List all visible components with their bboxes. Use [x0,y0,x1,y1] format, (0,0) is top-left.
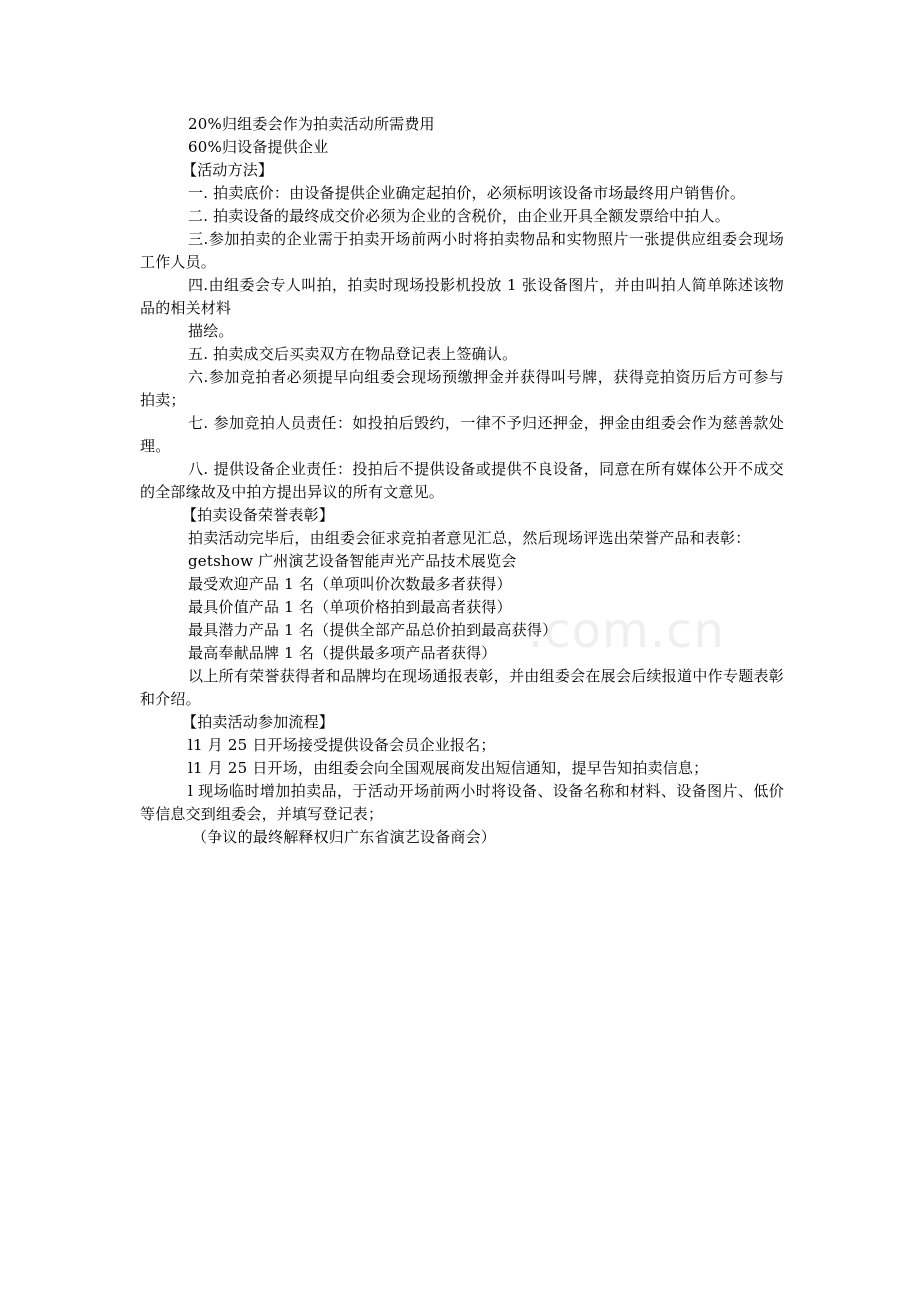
watermark: .com.cn [528,603,725,659]
method-item-6: 六.参加竞拍者必须提早向组委会现场预缴押金并获得叫号牌，获得竞拍资历后方可参与拍卖； [140,368,784,409]
method-item-4-continued: 描绘。 [188,322,234,340]
method-item-2: 二. 拍卖设备的最终成交价必须为企业的含税价，由企业开具全额发票给中拍人。 [188,207,730,225]
method-item-7: 七. 参加竞拍人员责任：如投拍后毁约，一律不予归还押金，押金由组委会作为慈善款处理。 [140,414,784,455]
honors-exhibition-name: getshow 广州演艺设备智能声光产品技术展览会 [188,552,517,570]
paragraph-fee-provider: 60%归设备提供企业 [188,138,329,156]
method-item-3: 三.参加拍卖的企业需于拍卖开场前两小时将拍卖物品和实物照片一张提供应组委会现场工作人员。 [140,230,784,271]
honor-most-valuable: 最具价值产品 1 名（单项价格拍到最高者获得） [188,598,512,616]
method-item-8: 八. 提供设备企业责任：投拍后不提供设备或提供不良设备，同意在所有媒体公开不成交的全部缘故及中拍方提出异议的所有文意见。 [140,460,784,501]
method-item-4: 四.由组委会专人叫拍，拍卖时现场投影机投放 1 张设备图片，并由叫拍人简单陈述该物品的相关材料 [140,276,784,317]
method-item-1: 一. 拍卖底价：由设备提供企业确定起拍价，必须标明该设备市场最终用户销售价。 [188,184,746,202]
section-heading-method: 【活动方法】 [182,161,274,179]
process-step-onsite-items: l 现场临时增加拍卖品，于活动开场前两小时将设备、设备名称和材料、设备图片、低价等信息交到组委会，并填写登记表； [140,782,784,823]
section-heading-honors: 【拍卖设备荣誉表彰】 [182,506,335,524]
honor-most-popular: 最受欢迎产品 1 名（单项叫价次数最多者获得） [188,575,512,593]
process-step-notification: l1 月 25 日开场，由组委会向全国观展商发出短信通知，提早告知拍卖信息； [188,759,709,777]
paragraph-fee-organizer: 20%归组委会作为拍卖活动所需费用 [188,115,435,133]
process-step-registration: l1 月 25 日开场接受提供设备会员企业报名； [188,736,496,754]
honors-intro: 拍卖活动完毕后，由组委会征求竞拍者意见汇总，然后现场评选出荣誉产品和表彰： [188,529,751,547]
honor-top-brand: 最高奉献品牌 1 名（提供最多项产品者获得） [188,644,497,662]
section-heading-process: 【拍卖活动参加流程】 [182,713,335,731]
honors-summary: 以上所有荣誉获得者和品牌均在现场通报表彰，并由组委会在展会后续报道中作专题表彰和介绍。 [140,667,784,708]
document-body [140,113,784,849]
method-item-5: 五. 拍卖成交后买卖双方在物品登记表上签确认。 [188,345,518,363]
honor-most-potential: 最具潜力产品 1 名（提供全部产品总价拍到最高获得） [188,621,558,639]
disclaimer-note: （争议的最终解释权归广东省演艺设备商会） [192,828,497,846]
